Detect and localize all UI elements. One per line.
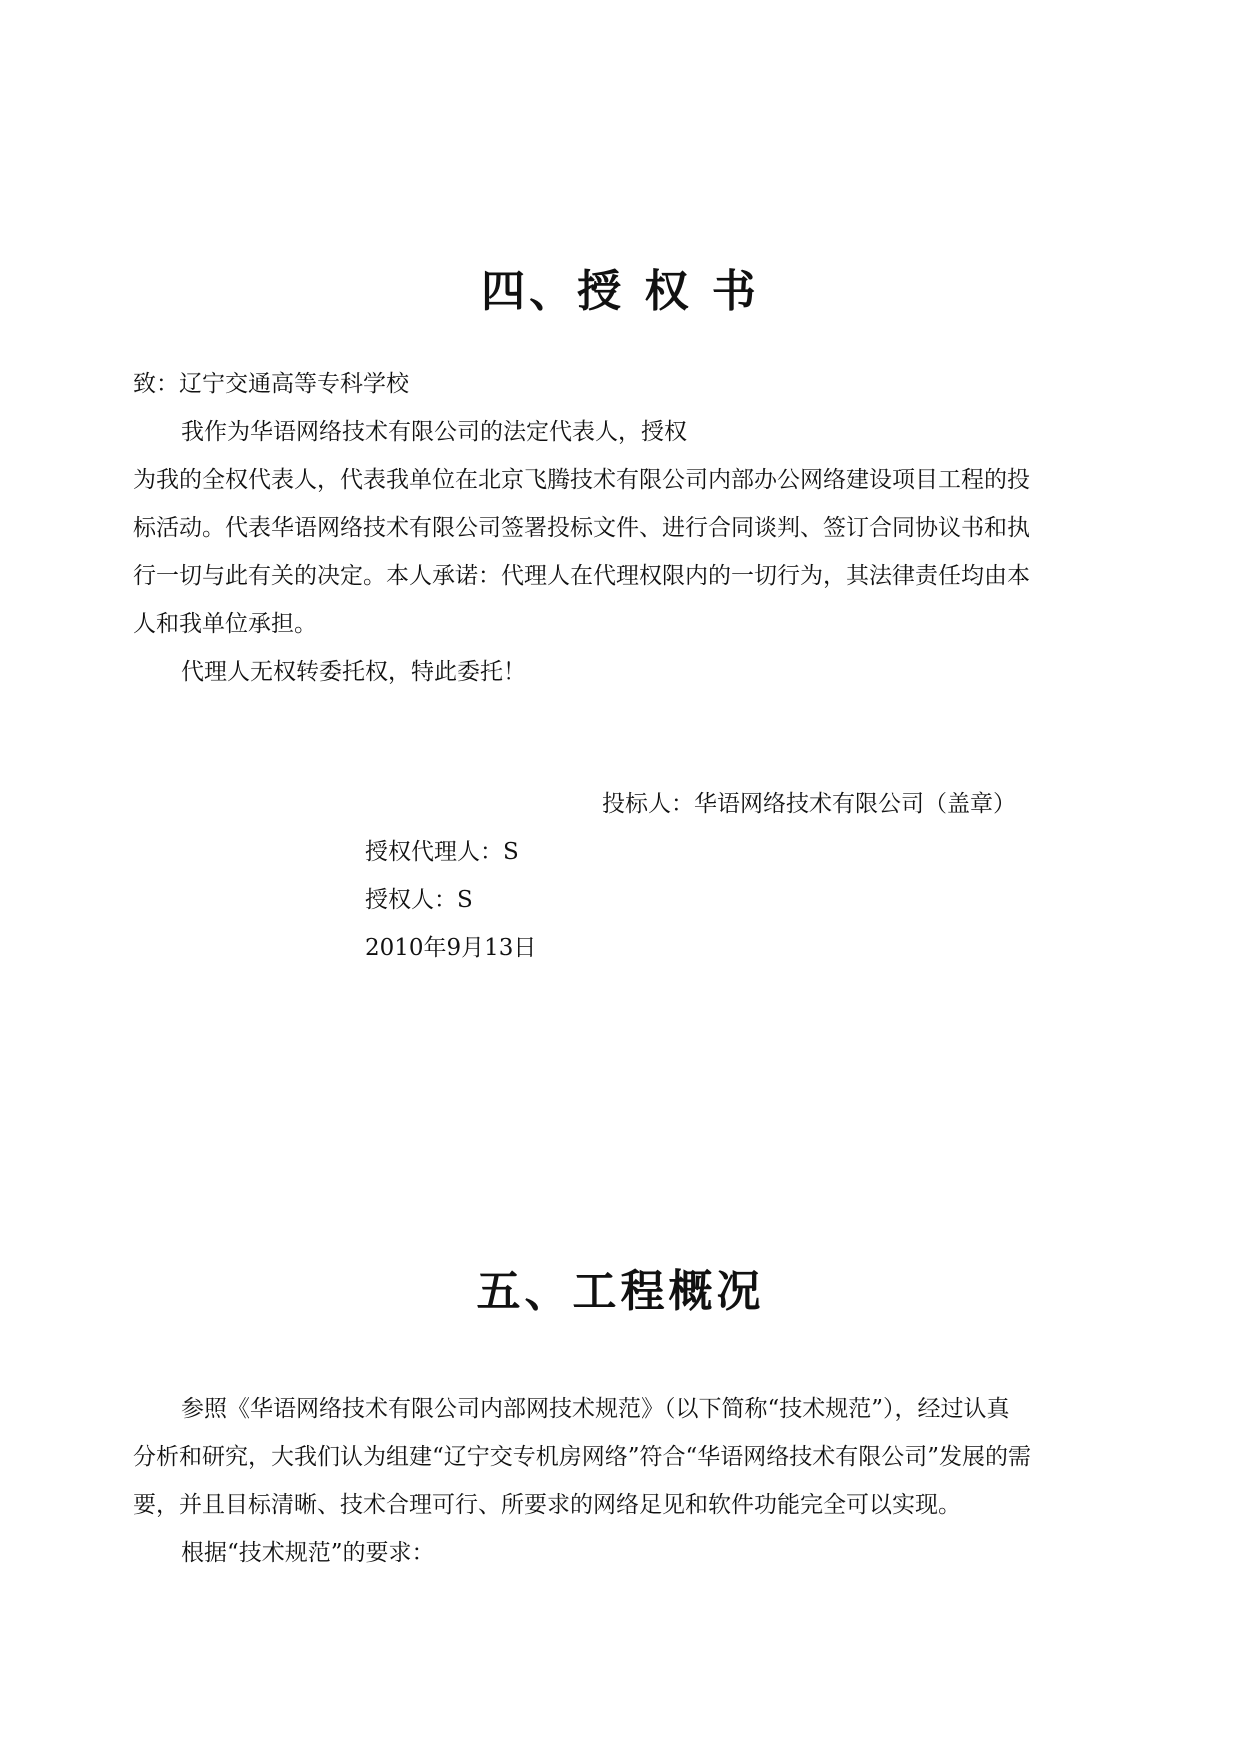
authorizer-line: 授权人：S <box>365 887 473 913</box>
overview-line-1: 参照《华语网络技术有限公司内部网技术规范》（以下简称“技术规范”），经过认真 <box>181 1396 1010 1422</box>
body-line-2: 为我的全权代表人，代表我单位在北京飞腾技术有限公司内部办公网络建设项目工程的投 <box>133 467 1030 493</box>
authorization-body <box>133 360 1113 696</box>
date-line: 2010年9月13日 <box>365 935 537 961</box>
body-line-4: 行一切与此有关的决定。本人承诺：代理人在代理权限内的一切行为，其法律责任均由本 <box>133 563 1030 589</box>
section-title-authorization: 四、授 权 书 <box>481 266 760 317</box>
section-title-project-overview: 五、工程概况 <box>476 1266 765 1317</box>
authorized-agent-line: 授权代理人：S <box>365 839 519 865</box>
bidder-line: 投标人：华语网络技术有限公司（盖章） <box>602 791 1016 817</box>
overview-line-2: 分析和研究，大我们认为组建“辽宁交专机房网络”符合“华语网络技术有限公司”发展的需 <box>133 1444 1032 1470</box>
addressee-line: 致：辽宁交通高等专科学校 <box>133 371 409 397</box>
body-line-1: 我作为华语网络技术有限公司的法定代表人，授权 <box>181 419 687 445</box>
body-line-5: 人和我单位承担。 <box>133 611 317 637</box>
project-overview-body <box>133 1385 1113 1577</box>
overview-line-3: 要，并且目标清晰、技术合理可行、所要求的网络足见和软件功能完全可以实现。 <box>133 1492 961 1518</box>
no-delegation-line: 代理人无权转委托权，特此委托！ <box>181 659 526 685</box>
requirements-intro-line: 根据“技术规范”的要求： <box>181 1540 435 1566</box>
body-line-3: 标活动。代表华语网络技术有限公司签署投标文件、进行合同谈判、签订合同协议书和执 <box>133 515 1030 541</box>
